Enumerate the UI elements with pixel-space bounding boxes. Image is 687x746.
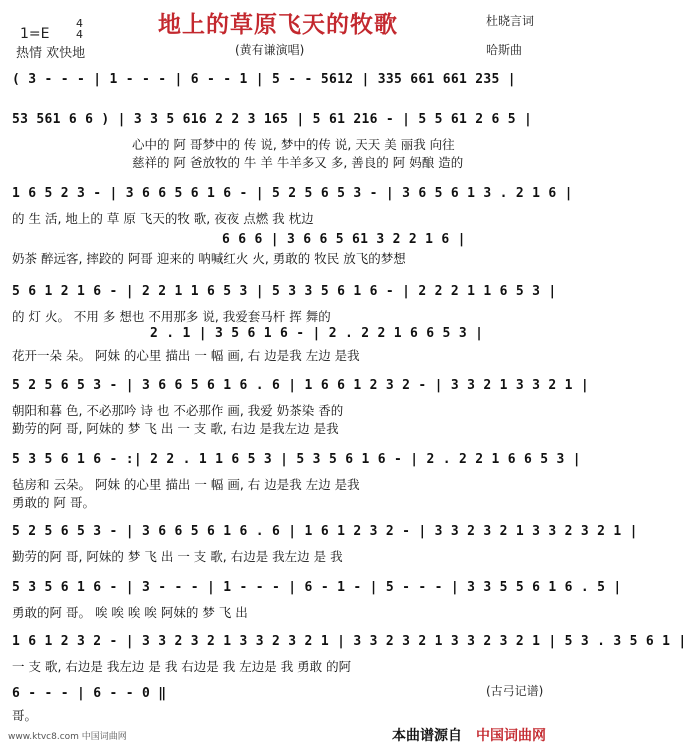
lyric-verse-2: 花开一朵 朵。 阿妹 的心里 描出 一 幅 画, 右 边是我 左边 是我 — [12, 348, 360, 363]
lyric-verse-1: 朝阳和暮 色, 不必那吟 诗 也 不必那作 画, 我爱 奶茶染 香的 — [12, 403, 344, 418]
page-footer — [0, 722, 571, 746]
lyric-verse-2: 勤劳的阿 哥, 阿妹的 梦 飞 出 一 支 歌, 右边 是我左边 是我 — [12, 421, 339, 436]
notation-row: 6 - - - | 6 - - 0 ‖ — [12, 686, 167, 701]
song-title: 地上的草原飞天的牧歌 — [158, 12, 398, 38]
lyric-verse-1: 心中的 阿 哥梦中的 传 说, 梦中的传 说, 天天 美 丽我 向往 — [132, 137, 455, 152]
singer-credit: (黄有谦演唱) — [235, 43, 305, 57]
lyric-verse-1: 毡房和 云朵。 阿妹 的心里 描出 一 幅 画, 右 边是我 左边 是我 — [12, 477, 360, 492]
notation-row: 5 3 5 6 1 6 - :| 2 2 . 1 1 6 5 3 | 5 3 5 6 1 6 - | 2 . 2 2 1 6 6 5 3 | — [12, 452, 581, 467]
notation-row: 5 2 5 6 5 3 - | 3 6 6 5 6 1 6 . 6 | 1 6 1 2 3 2 - | 3 3 2 3 2 1 3 3 2 3 2 1 | — [12, 524, 638, 539]
lyric-verse-1: 勤劳的阿 哥, 阿妹的 梦 飞 出 一 支 歌, 右边是 我左边 是 我 — [12, 549, 343, 564]
notation-row: ( 3 - - - | 1 - - - | 6 - - 1 | 5 - - 5612 | 335 661 661 235 | — [12, 72, 516, 87]
lyric-verse-1: 勇敢的阿 哥。 唉 唉 唉 唉 阿妹的 梦 飞 出 — [12, 605, 248, 620]
notation-row: 53 561 6 6 ) | 3 3 5 616 2 2 3 165 | 5 61 216 - | 5 5 61 2 6 5 | — [12, 112, 533, 127]
lyric-verse-1: 的 灯 火。 不用 多 想也 不用那多 说, 我爱套马杆 挥 舞的 — [12, 309, 331, 324]
composer-credit: 哈斯曲 — [486, 43, 523, 57]
footer-url[interactable]: www.ktvc8.com 中国词曲网 — [8, 732, 127, 742]
time-signature — [76, 18, 83, 40]
meter-bottom: 4 — [76, 28, 83, 41]
notation-row: 5 2 5 6 5 3 - | 3 6 6 5 6 1 6 . 6 | 1 6 6 1 2 3 2 - | 3 3 2 1 3 3 2 1 | — [12, 378, 589, 393]
lyric-verse-1: 哥。 — [12, 708, 38, 723]
notation-row: 6 6 6 | 3 6 6 5 61 3 2 2 1 6 | — [222, 232, 466, 247]
lyric-verse-1: 的 生 活, 地上的 草 原 飞天的牧 歌, 夜夜 点燃 我 枕边 — [12, 211, 314, 226]
notation-row: 5 3 5 6 1 6 - | 3 - - - | 1 - - - | 6 - 1 - | 5 - - - | 3 3 5 5 6 1 6 . 5 | — [12, 580, 622, 595]
meter-top: 4 — [76, 17, 83, 30]
lyricist-credit: 杜晓言词 — [486, 14, 535, 28]
footer-site-name[interactable]: 中国词曲网 — [476, 728, 546, 744]
notation-row: 5 6 1 2 1 6 - | 2 2 1 1 6 5 3 | 5 3 3 5 6 1 6 - | 2 2 2 1 1 6 5 3 | — [12, 284, 557, 299]
tempo-marking: 热情 欢快地 — [16, 46, 86, 61]
lyric-verse-2: 慈祥的 阿 爸放牧的 牛 羊 牛羊多又 多, 善良的 阿 妈酿 造的 — [132, 155, 464, 170]
lyric-verse-1: 一 支 歌, 右边是 我左边 是 我 右边是 我 左边是 我 勇敢 的阿 — [12, 659, 352, 674]
scribe-credit: (古弓记谱) — [486, 684, 544, 698]
footer-source-label: 本曲谱源自 — [392, 728, 462, 744]
notation-row: 1 6 1 2 3 2 - | 3 3 2 3 2 1 3 3 2 3 2 1 | 3 3 2 3 2 1 3 3 2 3 2 1 | 5 3 . 3 5 6 1 | — [12, 634, 687, 649]
lyric-verse-2: 勇敢的 阿 哥。 — [12, 495, 95, 510]
notation-row: 2 . 1 | 3 5 6 1 6 - | 2 . 2 2 1 6 6 5 3 | — [150, 326, 484, 341]
lyric-verse-2: 奶茶 醉远客, 摔跤的 阿哥 迎来的 呐喊红火 火, 勇敢的 牧民 放飞的梦想 — [12, 251, 406, 266]
key-signature: 1=E — [20, 26, 50, 42]
notation-row: 1 6 5 2 3 - | 3 6 6 5 6 1 6 - | 5 2 5 6 5 3 - | 3 6 5 6 1 3 . 2 1 6 | — [12, 186, 573, 201]
